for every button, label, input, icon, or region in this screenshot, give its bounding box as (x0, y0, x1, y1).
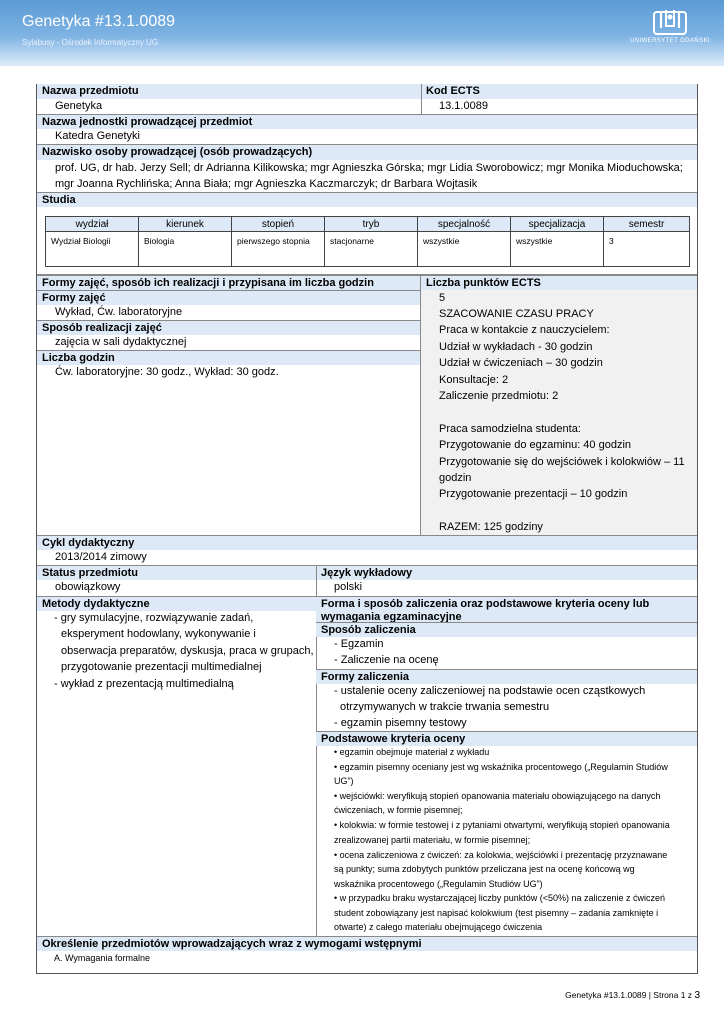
footer-page-total: 3 (694, 990, 700, 1001)
ects-line: Zaliczenie przedmiotu: 2 (439, 390, 559, 402)
header-banner (0, 0, 724, 66)
sposob-zaliczenia-item: - Egzamin (334, 638, 384, 650)
kryteria-line: UG”) (334, 776, 354, 786)
studia-header-specjalizacja: specjalizacja (511, 217, 604, 232)
metody-line: obserwacja preparatów, dyskusja, praca w grupach, (61, 645, 314, 657)
ects-line: Przygotowanie się do wejściówek i kolokwiów – 11 (439, 456, 685, 468)
metody-line: - gry symulacyjne, rozwiązywanie zadań, (54, 612, 254, 624)
ects-line: Przygotowanie prezentacji – 10 godzin (439, 488, 628, 500)
cykl-value: 2013/2014 zimowy (55, 551, 147, 563)
studia-header-semestr: semestr (604, 217, 690, 232)
studia-label: Studia (37, 192, 697, 207)
ects-line: Udział w ćwiczeniach – 30 godzin (439, 357, 603, 369)
nazwa-value: Genetyka (55, 100, 103, 112)
kryteria-line: ćwiczeniach, w formie pisemnej; (334, 805, 463, 815)
forma-zaliczenia-label (316, 596, 697, 622)
okreslenie-sub: A. Wymagania formalne (54, 953, 150, 963)
studia-cell-tryb: stacjonarne (325, 232, 418, 267)
ects-line: Przygotowanie do egzaminu: 40 godzin (439, 439, 632, 451)
okreslenie-label: Określenie przedmiotów wprowadzających wraz z wymogami wstępnymi (37, 936, 697, 951)
metody-label: Metody dydaktyczne (37, 596, 316, 611)
studia-cell-specjalizacja: wszystkie (511, 232, 604, 267)
ects-label: Liczba punktów ECTS (421, 275, 697, 290)
page-title: Genetyka #13.1.0089 (22, 13, 176, 30)
formy-zaliczenia-label: Formy zaliczenia (316, 669, 697, 684)
kod-value: 13.1.0089 (439, 100, 488, 112)
formy-zaliczenia-line: - egzamin pisemny testowy (334, 717, 467, 729)
metody-line: eksperyment hodowlany, wykonywanie i (61, 628, 256, 640)
kryteria-line: • egzamin pisemny oceniany jest wg wskaźnika procentowego („Regulamin Studiów (334, 762, 668, 772)
kryteria-line: student zobowiązany jest napisać kolokwium (test pisemny – zadania zamknięte i (334, 908, 659, 918)
osoby-line-1: prof. UG, dr hab. Jerzy Sell; dr Adrianna Kilikowska; mgr Agnieszka Górska; mgr Lidia Sworobowicz; mgr Monika Mioduchowska; (55, 162, 683, 174)
ects-line: RAZEM: 125 godziny (439, 521, 543, 533)
formy-label: Formy zajęć (37, 290, 420, 305)
kryteria-line: są punkty; suma zdobytych punktów przeliczana jest na ocenę końcową wg (334, 864, 635, 874)
metody-line: - wykład z prezentacją multimedialną (54, 678, 234, 690)
studia-cell-kierunek: Biologia (139, 232, 232, 267)
kryteria-line: • wejściówki: weryfikują stopień opanowania materiału obowiązującego na danych (334, 791, 661, 801)
formy-zaliczenia-line: - ustalenie oceny zaliczeniowej na podstawie ocen cząstkowych (334, 685, 646, 697)
liczba-godzin-label: Liczba godzin (37, 350, 420, 365)
liczba-godzin-value: Ćw. laboratoryjne: 30 godz., Wykład: 30 godz. (55, 366, 279, 378)
studia-header-specjalnosc: specjalność (418, 217, 511, 232)
studia-cell-stopien: pierwszego stopnia (232, 232, 325, 267)
forma-zaliczenia-label-line: Forma i sposób zaliczenia oraz podstawowe kryteria oceny lub (321, 598, 650, 610)
ects-line: 5 (439, 292, 446, 304)
formy-section-label: Formy zajęć, sposób ich realizacji i przypisana im liczba godzin (37, 275, 420, 290)
ects-line: Udział w wykładach - 30 godzin (439, 341, 593, 353)
cykl-label: Cykl dydaktyczny (37, 535, 697, 550)
nazwa-label: Nazwa przedmiotu (37, 84, 421, 99)
ects-line: Praca w kontakcie z nauczycielem: (439, 324, 610, 336)
sposob-zaliczenia-label: Sposób zaliczenia (316, 622, 697, 637)
university-crest-icon (652, 6, 688, 36)
university-logo (628, 6, 712, 54)
kryteria-line: otwarte) z całego materiału obejmującego ćwiczenia (334, 922, 543, 932)
studia-header-stopien: stopień (232, 217, 325, 232)
ects-line: SZACOWANIE CZASU PRACY (439, 308, 594, 320)
kryteria-line: zrealizowanej partii materiału, w formie pisemnej; (334, 835, 531, 845)
studia-cell-specjalnosc: wszystkie (418, 232, 511, 267)
kod-label: Kod ECTS (421, 84, 697, 99)
studia-cell-semestr: 3 (604, 232, 690, 267)
studia-header-kierunek: kierunek (139, 217, 232, 232)
osoby-line-2: mgr Joanna Rychlińska; Anna Biała; mgr Agnieszka Kaczmarczyk; dr Barbara Wojtasik (55, 178, 478, 190)
ects-line: Praca samodzielna studenta: (439, 423, 581, 435)
status-value: obowiązkowy (55, 581, 121, 593)
jezyk-label: Język wykładowy (316, 565, 697, 580)
kryteria-line: • egzamin obejmuje materiał z wykładu (334, 747, 490, 757)
sposob-realizacji-label: Sposób realizacji zajęć (37, 320, 420, 335)
studia-header-wydzial: wydział (46, 217, 139, 232)
studia-header-tryb: tryb (325, 217, 418, 232)
formy-zaliczenia-line: otrzymywanych w trakcie trwania semestru (340, 701, 550, 713)
kryteria-line: • kolokwia: w formie testowej i z pytaniami otwartymi, weryfikują stopień opanowania (334, 820, 670, 830)
university-name: UNIWERSYTET GDAŃSKI (630, 38, 710, 44)
forma-zaliczenia-label-line: wymagania egzaminacyjne (321, 610, 462, 623)
kryteria-line: • w przypadku braku wystarczającej liczby punktów (<50%) na zaliczenie z ćwiczeń (334, 893, 666, 903)
sposob-zaliczenia-item: - Zaliczenie na ocenę (334, 654, 439, 666)
ects-line: Konsultacje: 2 (439, 374, 509, 386)
jednostka-value: Katedra Genetyki (55, 130, 140, 142)
sposob-realizacji-value: zajęcia w sali dydaktycznej (55, 336, 187, 348)
metody-line: przygotowanie prezentacji multimedialnej (61, 661, 262, 673)
footer-text: Genetyka #13.1.0089 | Strona 1 z (565, 990, 693, 1000)
studia-cell-wydzial: Wydział Biologii (46, 232, 139, 267)
ects-line: godzin (439, 472, 472, 484)
studia-table (45, 216, 690, 267)
page-subtitle: Sylabusy - Ośrodek Informatyczny UG (22, 38, 159, 47)
status-label: Status przedmiotu (37, 565, 316, 580)
kryteria-label: Podstawowe kryteria oceny (316, 731, 697, 746)
page-footer (565, 990, 700, 1001)
formy-value: Wykład, Ćw. laboratoryjne (55, 306, 183, 318)
jednostka-label: Nazwa jednostki prowadzącej przedmiot (37, 114, 697, 129)
kryteria-line: • ocena zaliczeniowa z ćwiczeń: za kolokwia, wejściówki i prezentację przyznawane (334, 850, 668, 860)
kryteria-line: wskaźnika procentowego („Regulamin Studiów UG”) (334, 879, 543, 889)
jezyk-value: polski (334, 581, 363, 593)
divider (421, 84, 422, 114)
osoby-label: Nazwisko osoby prowadzącej (osób prowadzących) (37, 144, 697, 160)
